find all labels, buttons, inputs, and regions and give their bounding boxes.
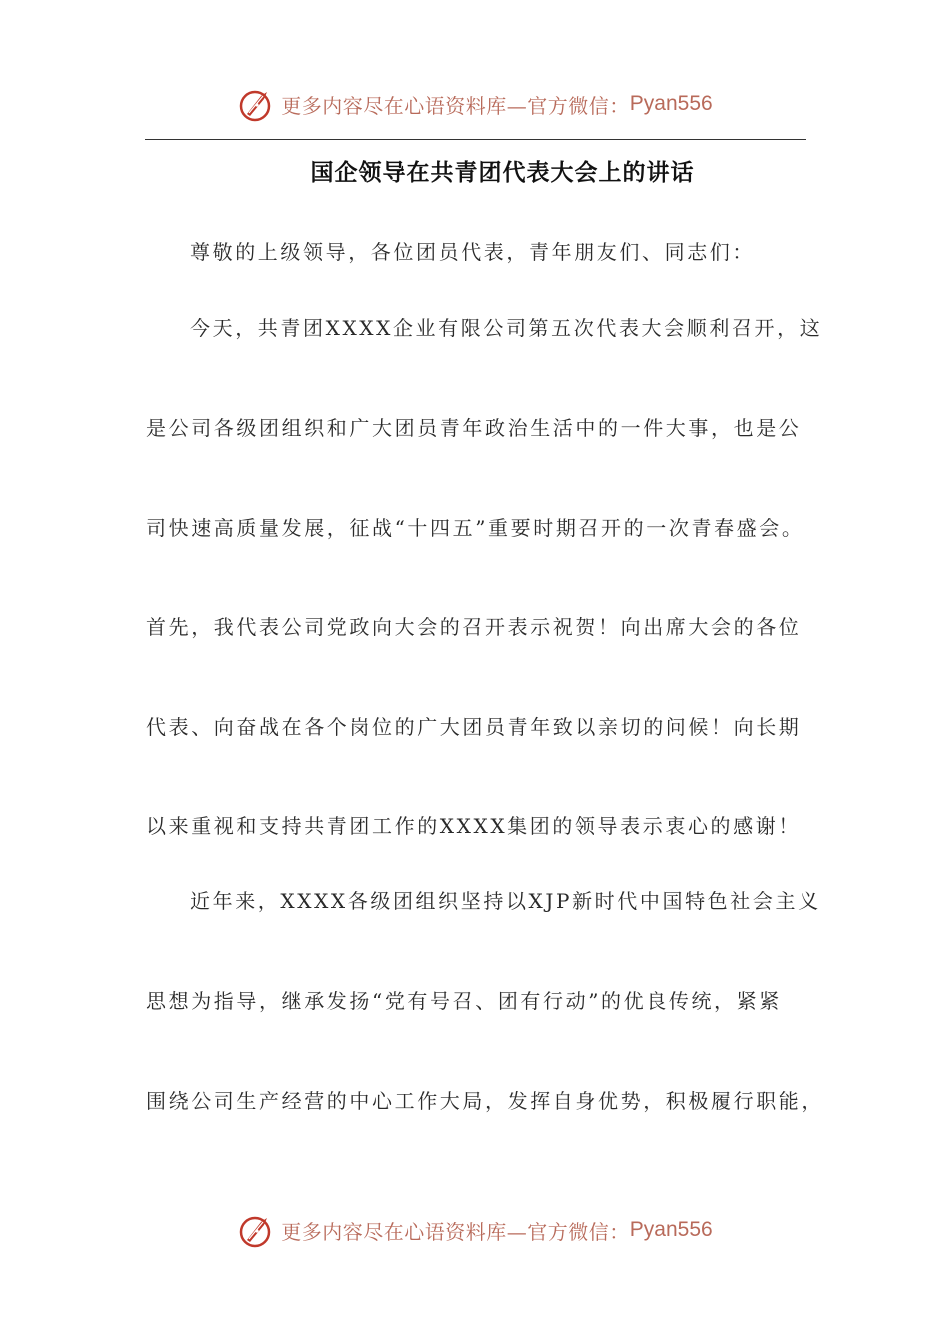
body-line: 代表、向奋战在各个岗位的广大团员青年致以亲切的问候！向长期 (146, 715, 802, 739)
body-line: 今天，共青团XXXX企业有限公司第五次代表大会顺利召开，这 (190, 316, 823, 340)
body-line: 以来重视和支持共青团工作的XXXX集团的领导表示衷心的感谢！ (146, 814, 801, 838)
banner-text: 更多内容尽在心语资料库—官方微信： (281, 1219, 630, 1244)
document-title: 国企领导在共青团代表大会上的讲话 (310, 160, 695, 186)
header-banner (0, 82, 950, 126)
body-line: 尊敬的上级领导，各位团员代表，青年朋友们、同志们： (190, 240, 755, 264)
pen-nib-logo-icon (237, 84, 277, 124)
footer-banner (0, 1208, 950, 1252)
body-line: 首先，我代表公司党政向大会的召开表示祝贺！向出席大会的各位 (146, 615, 802, 639)
wechat-id: Pyan556 (629, 1218, 713, 1241)
wechat-id: Pyan556 (629, 92, 713, 115)
banner-text: 更多内容尽在心语资料库—官方微信： (281, 93, 630, 118)
body-line: 思想为指导，继承发扬“党有号召、团有行动”的优良传统，紧紧 (146, 989, 782, 1013)
body-line: 是公司各级团组织和广大团员青年政治生活中的一件大事，也是公 (146, 416, 802, 440)
body-line: 近年来，XXXX各级团组织坚持以XJP新时代中国特色社会主义 (190, 889, 821, 913)
body-line: 围绕公司生产经营的中心工作大局，发挥自身优势，积极履行职能， (146, 1089, 824, 1113)
header-rule (145, 139, 806, 140)
pen-nib-logo-icon (237, 1210, 277, 1250)
body-line: 司快速高质量发展，征战“十四五”重要时期召开的一次青春盛会。 (146, 516, 805, 540)
